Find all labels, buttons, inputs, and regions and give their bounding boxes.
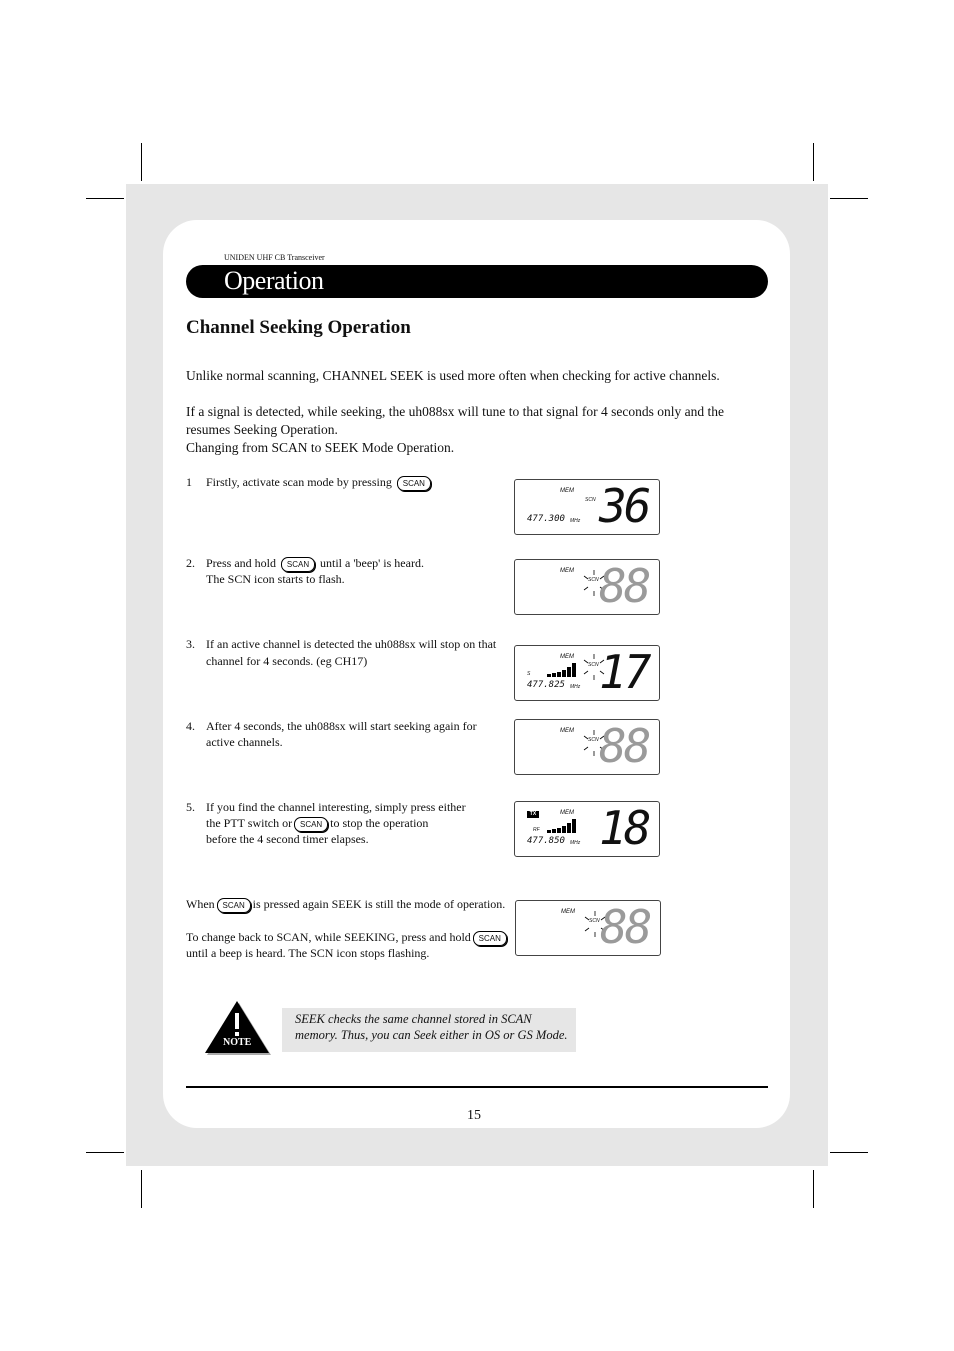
mem-indicator: MEM (560, 568, 574, 574)
paragraph-line: If a signal is detected, while seeking, the uh088sx will tune to that signal for 4 seconds only and the (186, 404, 725, 419)
channel-number: 88 (599, 719, 649, 773)
step-text-part: Press and hold (206, 556, 276, 570)
step-text-part: Firstly, activate scan mode by pressing (206, 475, 392, 489)
scn-indicator: SCN (588, 737, 599, 743)
mem-indicator: MEM (560, 810, 574, 816)
step-number: 2. (186, 556, 195, 570)
step-text: If you find the channel interesting, simply press either (206, 800, 466, 814)
paragraph-line: Changing from SCAN to SEEK Mode Operation. (186, 440, 455, 455)
crop-mark (830, 1152, 868, 1153)
frequency-readout: 477.300 (527, 514, 565, 524)
when-text (186, 896, 505, 913)
text-part: is pressed again SEEK is still the mode of operation. (252, 897, 506, 911)
lcd-display (514, 645, 660, 701)
lcd-display (514, 559, 660, 615)
scn-indicator: SCN (585, 497, 596, 503)
scn-indicator: SCN (589, 918, 600, 924)
channel-number: 17 (599, 645, 649, 699)
title-bar (186, 265, 768, 298)
crop-mark (86, 198, 124, 199)
scn-indicator: SCN (588, 577, 599, 583)
section-heading: Channel Seeking Operation (186, 317, 411, 338)
text-part: until a beep is heard. The SCN icon stops flashing. (186, 946, 430, 960)
step-text: The SCN icon starts to flash. (206, 572, 345, 586)
lcd-display (514, 719, 660, 775)
mem-indicator: MEM (560, 728, 574, 734)
step-text-part: to stop the operation (330, 816, 429, 830)
content-panel (163, 220, 790, 1128)
change-text (186, 929, 509, 946)
note-warning-icon (203, 1001, 273, 1062)
tx-indicator: TX (527, 811, 539, 818)
text-part: When (186, 897, 215, 911)
scan-button-icon: SCAN (281, 557, 315, 572)
crop-mark (813, 143, 814, 181)
unit-label: MHz (570, 684, 581, 690)
step-text-part: until a 'beep' is heard. (320, 556, 424, 570)
lcd-display (515, 900, 661, 956)
s-meter-label: S (527, 671, 531, 677)
lcd-display (514, 479, 660, 535)
step-text: active channels. (206, 735, 283, 749)
mem-indicator: MEM (560, 488, 574, 494)
step-text-part: the PTT switch or (206, 816, 293, 830)
rf-bars-icon (547, 818, 581, 834)
step-text: channel for 4 seconds. (eg CH17) (206, 654, 368, 668)
step-text: If an active channel is detected the uh088sx will stop on that (206, 637, 497, 651)
note-line: memory. Thus, you can Seek either in OS or GS Mode. (295, 1028, 568, 1042)
channel-number: 88 (600, 900, 650, 954)
scan-button-icon: SCAN (397, 476, 431, 491)
paragraph-line: resumes Seeking Operation. (186, 422, 338, 437)
scan-button-icon: SCAN (294, 817, 328, 832)
unit-label: MHz (570, 840, 581, 846)
channel-number: 36 (599, 479, 649, 533)
frequency-readout: 477.825 (527, 680, 565, 690)
scn-indicator: SCN (588, 662, 599, 668)
frequency-readout: 477.850 (527, 836, 565, 846)
lcd-display (514, 801, 660, 857)
note-box (282, 1008, 576, 1052)
note-label: NOTE (223, 1037, 252, 1048)
step-text (206, 474, 433, 491)
channel-number: 88 (599, 559, 649, 613)
crop-mark (830, 198, 868, 199)
step-text (206, 555, 424, 572)
scan-button-icon: SCAN (217, 898, 251, 913)
rf-meter-label: RF (533, 827, 540, 833)
intro-paragraph: Unlike normal scanning, CHANNEL SEEK is used more often when checking for active channels. (186, 368, 720, 383)
step-text (206, 815, 428, 832)
page-number: 15 (467, 1108, 481, 1123)
crop-mark (141, 1170, 142, 1208)
brand-label: UNIDEN UHF CB Transceiver (224, 253, 325, 262)
step-number: 1 (186, 475, 192, 489)
scan-button-icon: SCAN (473, 931, 507, 946)
mem-indicator: MEM (560, 654, 574, 660)
page-title: Operation (224, 266, 324, 295)
signal-bars-icon (547, 662, 581, 678)
step-number: 3. (186, 637, 195, 651)
mem-indicator: MEM (561, 909, 575, 915)
unit-label: MHz (570, 518, 581, 524)
footer-rule (186, 1086, 768, 1088)
text-part: To change back to SCAN, while SEEKING, press and hold (186, 930, 471, 944)
crop-mark (813, 1170, 814, 1208)
step-number: 4. (186, 719, 195, 733)
step-text: before the 4 second timer elapses. (206, 832, 369, 846)
step-number: 5. (186, 800, 195, 814)
crop-mark (86, 1152, 124, 1153)
step-text: After 4 seconds, the uh088sx will start seeking again for (206, 719, 477, 733)
note-line: SEEK checks the same channel stored in SCAN (295, 1012, 532, 1026)
crop-mark (141, 143, 142, 181)
channel-number: 18 (599, 801, 649, 855)
